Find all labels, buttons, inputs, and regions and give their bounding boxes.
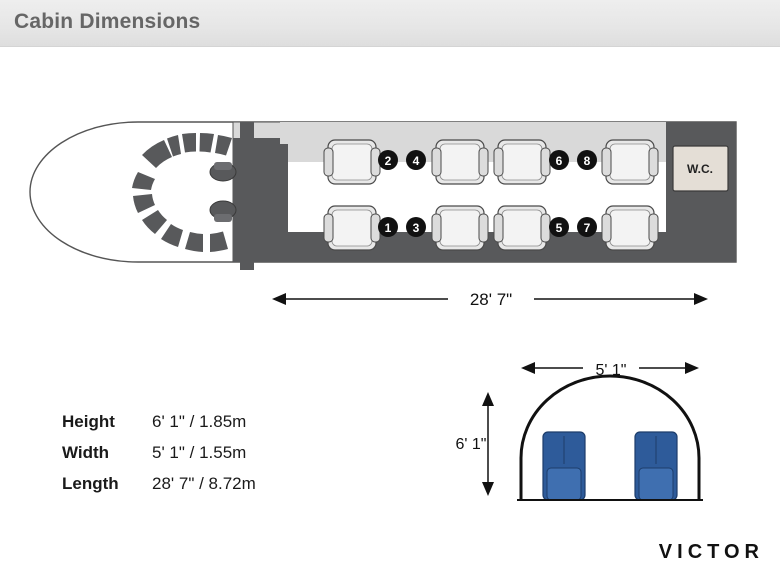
height-dimension (455, 392, 494, 496)
page-title: Cabin Dimensions (14, 10, 201, 33)
spec-row-height (62, 412, 392, 432)
aft-cabin-block (666, 122, 736, 262)
height-callout-label: 6' 1" (455, 436, 487, 453)
seat-badge-label: 4 (412, 154, 420, 168)
seat-badge-8 (577, 150, 597, 170)
seat-badge-4 (406, 150, 426, 170)
seat-badge-3 (406, 217, 426, 237)
seat-badge-7 (577, 217, 597, 237)
arrow-left-icon (521, 362, 535, 374)
seat-badge-6 (549, 150, 569, 170)
spec-label: Height (62, 412, 115, 431)
arrow-right-icon (685, 362, 699, 374)
spec-row-width (62, 443, 392, 463)
lavatory (673, 146, 728, 191)
seat-badge-label: 2 (384, 154, 392, 168)
width-callout-label: 5' 1" (595, 362, 627, 379)
arrow-right-icon (694, 293, 708, 305)
cabin-cross-section (455, 350, 715, 515)
lavatory-label: W.C. (687, 162, 713, 176)
seat-badge-label: 3 (412, 221, 420, 235)
section-seat-right (635, 432, 677, 500)
seat-badge-label: 1 (384, 221, 392, 235)
spec-row-length (62, 474, 392, 494)
brand-logo: VICTOR (658, 541, 764, 563)
spec-label: Length (62, 474, 119, 493)
seat-badge-1 (378, 217, 398, 237)
spec-value: 6' 1" / 1.85m (152, 412, 247, 431)
page-header (0, 0, 780, 47)
arrow-down-icon (482, 482, 494, 496)
arrow-up-icon (482, 392, 494, 406)
cabin-spec-list (62, 412, 392, 505)
seat-badge-label: 6 (555, 154, 563, 168)
arrow-left-icon (272, 293, 286, 305)
seat-badge-label: 5 (555, 221, 563, 235)
section-seat-left (543, 432, 585, 500)
seat-badge-label: 8 (583, 154, 591, 168)
spec-label: Width (62, 443, 110, 462)
length-dimension (270, 282, 710, 316)
aircraft-plan-view (18, 110, 760, 290)
forward-partition (240, 122, 254, 270)
length-callout-label: 28' 7" (469, 290, 513, 309)
seat-badge-label: 7 (583, 221, 591, 235)
seat-badge-2 (378, 150, 398, 170)
spec-value: 28' 7" / 8.72m (152, 474, 256, 493)
spec-value: 5' 1" / 1.55m (152, 443, 247, 462)
seat-badge-5 (549, 217, 569, 237)
